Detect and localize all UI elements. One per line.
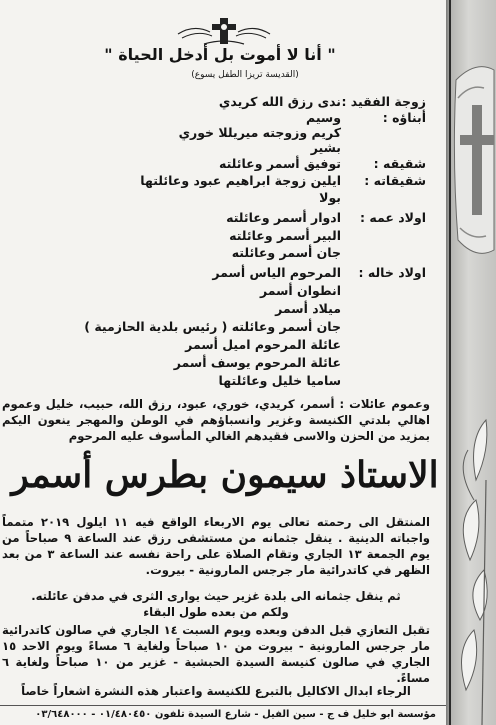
family-row [6, 373, 426, 388]
family-member-name: ادوار أسمر وعائلته [226, 210, 341, 225]
family-member-name: وسيم [306, 110, 341, 125]
family-relation-label [341, 245, 426, 260]
family-row [6, 210, 426, 225]
family-row [6, 301, 426, 316]
family-relation-label: اولاد خاله : [358, 265, 426, 280]
quote-attribution: (القديسة تريزا الطفل يسوع) [191, 70, 299, 80]
family-member-name: توفيق أسمر وعائلته [218, 156, 341, 171]
family-member-name: انطوان أسمر [259, 283, 341, 298]
family-member-name: البير أسمر وعائلته [229, 228, 341, 243]
family-member-name: بشير [310, 140, 341, 155]
family-relation-label: زوجة الفقيد : [341, 94, 426, 109]
family-relation-label: شقيقه : [373, 156, 426, 171]
family-member-name: كريم وزوجته ميريللا خوري [178, 125, 341, 140]
family-row [6, 355, 426, 370]
family-relation-label [341, 337, 426, 352]
notice-condolence-phrase: ولكم من بعده طول البقاء [143, 605, 289, 619]
family-member-name: عائلة المرحوم يوسف أسمر [173, 355, 341, 370]
family-member-name: المرحوم الياس أسمر [212, 265, 341, 280]
deceased-name: الاستاذ سيمون بطرس أسمر [11, 454, 439, 496]
family-row [6, 245, 426, 260]
family-relation-label: شقيقاته : [364, 173, 426, 188]
family-row [6, 156, 426, 171]
family-row [6, 94, 426, 109]
family-row [6, 228, 426, 243]
family-relation-label [341, 125, 426, 140]
family-row [6, 337, 426, 352]
family-member-name: بولا [319, 190, 341, 205]
family-relation-label [341, 355, 426, 370]
family-relation-label [341, 140, 426, 155]
family-row [6, 110, 426, 125]
footer: مؤسسة أبو خليل ف ج - سين الفيل - شارع السيدة تلفون ٠١/٤٨٠٤٥٠ - ٠٣/٦٤٨٠٠٠ [35, 709, 436, 720]
family-member-name: عائلة المرحوم اميل أسمر [185, 337, 341, 352]
family-row [6, 173, 426, 188]
cross-ornament-icon [174, 14, 274, 48]
decorative-border [446, 0, 496, 725]
family-relation-label [341, 319, 426, 334]
family-row [6, 265, 426, 280]
footer-divider [0, 705, 446, 706]
notice-burial: ثم ينقل جثمانه الى بلدة غزير حيث يوارى الثرى في مدفن عائلته. [31, 589, 401, 603]
family-row [6, 140, 426, 155]
notice-condolences: تقبل التعازي قبل الدفن وبعده ويوم السبت ١٤ الجاري في صالون كاتدرائية مار جرجس المارونية - بيروت من ١٠ صباحاً ولغاية ٦ مساءً ويوم الاحد ١٥ الجاري في صالون كنيسة السيدة الحبشية - غزير من ١٠ صباحاً ولغاية ٦ مساءً. [2, 623, 431, 685]
notice-request: الرجاء ابدال الاكاليل بالتبرع للكنيسة واعتبار هذه النشرة اشعاراً خاصاً [21, 684, 411, 698]
family-relation-label: اولاد عمه : [360, 210, 426, 225]
family-relation-label [341, 190, 426, 205]
notice-paragraph: المنتقل الى رحمته تعالى يوم الاربعاء الواقع فيه ١١ ايلول ٢٠١٩ متمماً واجباته الدينية . ينقل جثمانه من مستشفى رزق عند الساعة ٩ صباحاً من يوم الجمعة ١٣ الجاري وتقام الصلاة على راحة نفسه عند الساعة ٣ من بعد الظهر في كاتدرائية مار جرجس المارونية - بيروت. [2, 515, 430, 577]
family-relation-label [341, 301, 426, 316]
family-member-name: ساميا خليل وعائلتها [218, 373, 341, 388]
family-row [6, 319, 426, 334]
family-member-name: جان أسمر وعائلته ( رئيس بلدية الحازمية ) [84, 319, 341, 334]
quote: " أنا لا أموت بل أدخل الحياة " [104, 45, 336, 64]
family-member-name: جان أسمر وعائلته [231, 245, 341, 260]
family-row [6, 125, 426, 140]
family-row [6, 283, 426, 298]
family-member-name: ايلين زوجة ابراهيم عبود وعائلتها [140, 173, 341, 188]
family-member-name: ندى رزق الله كريدي [218, 94, 341, 109]
families-paragraph: وعموم عائلات : أسمر، كريدي، خوري، عبود، رزق الله، حبيب، خليل وعموم اهالي بلدتي الكنيسة وغزير وانسباؤهم في الوطن والمهجر ينعون اليكم بمزيد من الحزن والاسى فقيدهم الغالي المأسوف عليه المرحوم [2, 397, 430, 443]
family-relation-label [341, 373, 426, 388]
family-relation-label: أبناؤه : [382, 110, 426, 125]
family-member-name: ميلاد أسمر [275, 301, 341, 316]
family-relation-label [341, 228, 426, 243]
lily-flower-icon [446, 0, 496, 725]
family-relation-label [341, 283, 426, 298]
family-row [6, 190, 426, 205]
